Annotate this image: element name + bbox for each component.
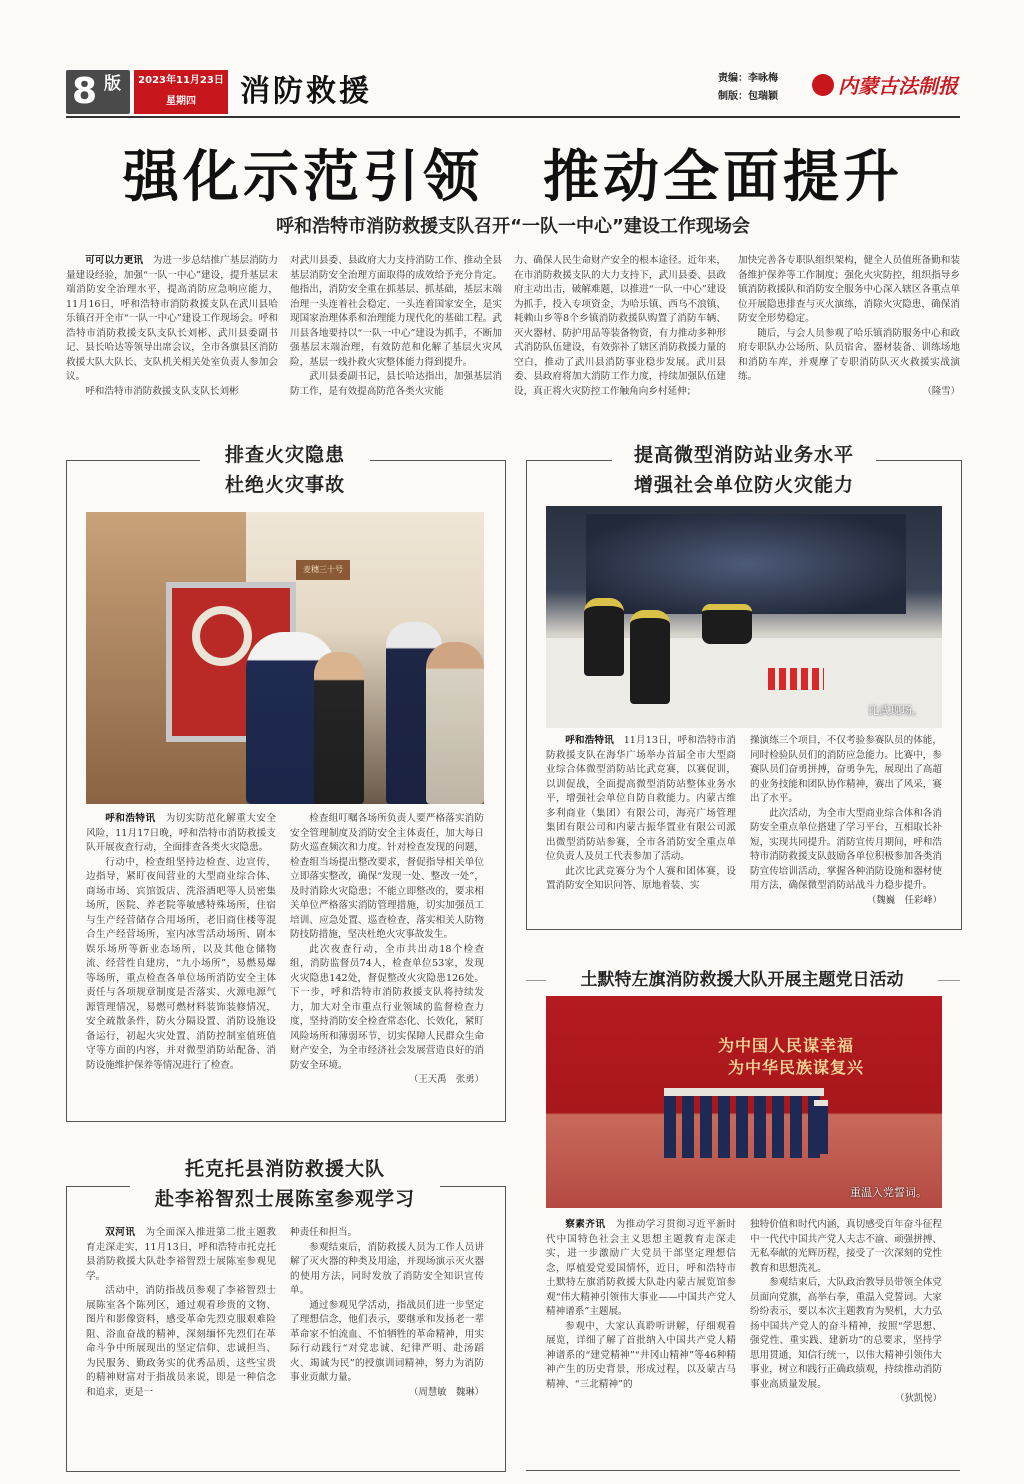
lead-col-4: 加快完善各专职队组织架构，健全人员值班备勤和装备维护保养等工作制度；强化火灾防控，组织指导乡镇消防救援队和消防安全服务中心深入辖区各重点单位开展隐患排查与灭火演练，消除火灾隐患，确保消防安全形势稳定。 随后，与会人员参观了哈乐镇消防服务中心和政府专职队办公场所、队员宿舍、器材装备、训练场地和消防车库，并观摩了专职消防队灭火救援实战演练。 （隆雪） xyxy=(738,254,960,414)
tumed-credit: （狄凯悦） xyxy=(895,1393,942,1404)
firefighter-group-1 xyxy=(584,598,624,676)
tuoketuo-title: 托克托县消防救援大队 赴李裕智烈士展陈室参观学习 xyxy=(130,1154,440,1214)
microstation-photo xyxy=(546,506,942,728)
producer-credit: 制版：包瑞颖 xyxy=(718,91,778,102)
issue-date: 2023年11月23日 xyxy=(138,75,224,86)
page-number-badge xyxy=(66,70,130,114)
dateline: 呼和浩特讯 xyxy=(105,813,156,824)
date-badge xyxy=(134,70,228,114)
masthead-rule xyxy=(66,116,960,118)
dateline: 呼和浩特讯 xyxy=(565,735,614,746)
tumed-photo xyxy=(546,996,942,1208)
lead-subheadline: 呼和浩特市消防救援支队召开“一队一中心”建设工作现场会 xyxy=(276,216,750,237)
photo-banner-line2: 为中华民族谋复兴 xyxy=(728,1058,865,1077)
stage-screen xyxy=(586,514,906,614)
tumed-rule-left xyxy=(526,980,546,981)
masthead xyxy=(0,0,1024,120)
editor-credit: 责编：李咏梅 xyxy=(718,73,778,84)
section-title: 消防救援 xyxy=(240,74,372,109)
page-suffix: 版 xyxy=(104,74,121,94)
lead-col-3: 力、确保人民生命财产安全的根本途径。近年来，在市消防救援支队的大力支持下，武川县委、县政府主动出击，破解难题，以推进“一队一中心”建设为抓手，投入专项资金，为哈乐镇、西乌不浪镇、耗赖山乡等8个乡镇消防救援队购置了消防车辆、灭火器材、防护用品等装备物资，有力推动多种形式消防队伍建设，有效弥补了辖区消防救援力量的空白，推动了武川县消防事业稳步发展。武川县委、县政府将加大消防工作力度，持续加强队伍建设，真正将火灾防控工作触角向乡村延伸； xyxy=(514,255,726,397)
firefighter-group-3 xyxy=(702,604,752,644)
tuoketuo-col-2: 种责任和担当。 参观结束后，消防救援人员为工作人员讲解了灭火器的种类及用途，并现场演示灭火器的使用方法，同时发放了消防安全知识宣传单。 通过参观见学活动，指战员们进一步坚定了理想信念，他们表示，要继承和发扬老一辈革命家不怕流血、不怕牺牲的革命精神，用实际行动践行“对党忠诚、纪律严明、赴汤蹈火、竭诚为民”的授旗训词精神，努力为消防事业贡献力量。 （周慧敏 魏琳） xyxy=(290,1226,484,1460)
microstation-title: 提高微型消防站业务水平 增强社会单位防火灾能力 xyxy=(612,440,876,500)
tuoketuo-col-1: 双河讯 为全面深入推进第二批主题教育走深走实，11月13日，呼和浩特市托克托县消防救援大队赴李裕智烈士展陈室参观见学。 活动中，消防指战员参观了李裕智烈士展陈室各个陈列区，通过观看珍贵的文物、图片和影像资料，感受革命先烈克服艰难险阻、浴血奋战的精神，深刻缅怀先烈们在革命斗争中所展现出的坚定信仰、忠诚担当、为民服务、勤政务实的优秀品质，这些宝贵的精神财富对于指战员来说，即是一种信念和追求，更是一 xyxy=(86,1227,276,1398)
inspection-photo xyxy=(86,512,484,804)
issue-weekday: 星期四 xyxy=(166,96,196,107)
lead-headline: 强化示范引领 推动全面提升 xyxy=(123,144,903,210)
inspection-col-1: 呼和浩特讯 为切实防范化解重大安全风险，11月17日晚，呼和浩特市消防救援支队开展夜查行动，全面排查各类火灾隐患。 行动中，检查组坚持边检查、边宣传，边指导，紧盯夜间营业的大型商业综合体、商场市场、宾馆饭店、洗浴酒吧等人员密集场所，医院、养老院等敏感特殊场所，住宿与生产经营储存合用场所，老旧商住楼等混合生产经营场所，室内冰雪活动场所、剧本娱乐场所等新业态场所，以及其他仓储物流、经营性自建房，“九小场所”，易燃易爆等场所，重点检查各单位场所消防安全主体责任与各项规章制度是否落实、火源电源气源管理情况，易燃可燃材料装饰装修情况，安全疏散条件，防火分隔设置、消防设施设备运行，初起火灾处置、消防控制室值班值守等方面的内容，并对微型消防站配备、消防设施维护保养等情况进行了检查。 xyxy=(86,813,276,1071)
leader-figure xyxy=(814,1100,828,1154)
inspection-title: 排查火灾隐患 杜绝火灾事故 xyxy=(200,440,370,500)
inspection-col-2: 检查组叮嘱各场所负责人要严格落实消防安全管理制度及消防安全主体责任，加大每日防火巡查频次和力度。针对检查发现的问题，检查组当场提出整改要求，督促指导相关单位立即落实整改，确保“发现一处、整改一处”，及时消除火灾隐患；不能立即整改的，要求相关单位严格落实消防管理措施，切实加强员工培训、应急处置、巡查检查，落实相关人防物防技防措施，坚决杜绝火灾事故发生。 此次夜查行动，全市共出动18个检查组，消防监督员74人，检查单位53家，发现火灾隐患142处，督促整改火灾隐患126处。下一步，呼和浩特市消防救援支队将持续发力，加大对全市重点行业领域的监督检查力度，坚持消防安全检查常态化、长效化，紧盯风险场所和薄弱环节，切实保障人民群众生命财产安全，为全市经济社会发展营造良好的消防安全环境。 （王天禹 张勇） xyxy=(290,812,484,1108)
tumed-title: 土默特左旗消防救援大队开展主题党日活动 xyxy=(580,970,904,990)
tumed-col-1: 察素齐讯 为推动学习贯彻习近平新时代中国特色社会主义思想主题教育走深走实，进一步激励广大党员干部坚定理想信念，厚植爱党爱国情怀，近日，呼和浩特市土默特左旗消防救援大队赴内蒙古展览馆参观“伟大精神引领伟大事业——中国共产党人精神谱系”主题展。 参观中，大家认真聆听讲解，仔细观看展览，详细了解了首批纳入中国共产党人精神谱系的“建党精神”“井冈山精神”等46种精神产生的历史背景，形成过程，以及蒙古马精神、“三北精神”的 xyxy=(546,1219,736,1390)
lead-credit: （隆雪） xyxy=(922,385,960,397)
photo-banner-line1: 为中国人民谋幸福 xyxy=(718,1036,855,1055)
lead-col-1: 可可以力更讯 为进一步总结推广基层消防力量建设经验，加强“一队一中心”建设，提升基层末端消防安全治理水平，提高消防应急响应能力，11月16日，呼和浩特市消防救援支队在武川县哈乐镇召开全市“一队一中心”建设工作现场会。呼和浩特市消防救援支队支队长刘彬、武川县委副书记、县长哈达等领导出席会议，全市各旗县区消防救援大队大队长、支队机关相关处室负责人参加会议。 呼和浩特市消防救援支队支队长刘彬 xyxy=(66,255,278,397)
lead-col-2: 对武川县委、县政府大力支持消防工作、推动全县基层消防安全治理方面取得的成效给予充分肯定。他指出，消防安全重在抓基层、抓基础，基层末端治理一头连着社会稳定、一头连着国家安全，是实现国家治理体系和治理能力现代化的基础工程。武川县各地要持以“一队一中心”建设为抓手，不断加强基层末端治理，有效防范和化解了基层火灾风险，基层一线扑救火灾整体能力得到提升。 武川县委副书记，县长哈达指出，加强基层消防工作，是有效提高防范各类火灾能 xyxy=(290,255,502,397)
saluting-firefighters xyxy=(664,1088,824,1158)
tumed-rule-right xyxy=(938,980,960,981)
fire-extinguishers xyxy=(768,668,824,690)
paper-name: 内蒙古法制报 xyxy=(838,74,958,98)
inspection-credit: （王天禹 张勇） xyxy=(408,1074,484,1085)
dateline: 可可以力更讯 xyxy=(85,255,144,266)
microstation-photo-caption: 比武现场。 xyxy=(868,704,923,717)
firefighter-group-2 xyxy=(630,610,670,704)
logo-emblem-icon xyxy=(812,74,834,96)
tumed-bottom-border xyxy=(526,1470,960,1471)
microstation-col-1: 呼和浩特讯 11月13日，呼和浩特市消防救援支队在海华广场举办首届全市大型商业综合体微型消防站比武竞赛，以赛促训，以训促战，全面提高微型消防站整体业务水平，增强社会单位自防自救能力。内蒙古维多利商业（集团）有限公司，海亮广场管理集团有限公司和内蒙古振华置业有限公司派出微型消防站参赛，全市各消防安全重点单位负责人及员工代表参加了活动。 此次比武竞赛分为个人赛和团体赛，设置消防安全知识问答、原地着装、实 xyxy=(546,735,736,891)
hose-reel-icon xyxy=(192,606,252,666)
dateline: 察素齐讯 xyxy=(565,1219,606,1230)
dateline: 双河讯 xyxy=(105,1227,136,1238)
microstation-credit: （魏巍 任彩峰） xyxy=(866,894,942,906)
page-number: 8 xyxy=(72,71,98,112)
tuoketuo-credit: （周慧敏 魏琳） xyxy=(408,1386,484,1398)
tumed-col-2: 独特价值和时代内涵，真切感受百年奋斗征程中一代代中国共产党人夫志不渝、顽强拼搏、无私奉献的光辉历程，接受了一次深刻的党性教育和思想洗礼。 参观结束后，大队政治教导员带领全体党员面向党旗，高举右拳，重温入党誓词。大家纷纷表示，要以本次主题教育为契机，大力弘扬中国共产党人的奋斗精神，按照“学思想、强党性、重实践、建新功”的总要求，坚持学思用贯通，知信行统一，以伟大精神引领伟大事业，树立和践行正确政绩观，持续推动消防事业高质量发展。 （狄凯悦） xyxy=(750,1218,942,1464)
microstation-col-2: 操演练三个项目，不仅考验参赛队员的体能，同时检验队员们的消防应急能力。比赛中，参赛队员们奋勇拼搏，奋勇争先，展现出了高超的业务技能和团队协作精神，赛出了风采，赛出了水平。 此次活动，为全市大型商业综合体和各消防安全重点单位搭建了学习平台，互相取长补短，实现共同提升。消防宣传月期间，呼和浩特市消防救援支队鼓励各单位积极参加各类消防宣传培训活动，掌握各种消防设施和器材使用方法，确保微型消防站战斗力稳步提升。 （魏巍 任彩峰） xyxy=(750,734,942,918)
wall-sign: 麦穗三十号 xyxy=(296,560,350,580)
official-figure-1 xyxy=(314,652,364,804)
paper-logo xyxy=(812,70,960,104)
tumed-photo-caption: 重温入党誓词。 xyxy=(850,1186,927,1199)
official-figure-3 xyxy=(426,642,484,804)
